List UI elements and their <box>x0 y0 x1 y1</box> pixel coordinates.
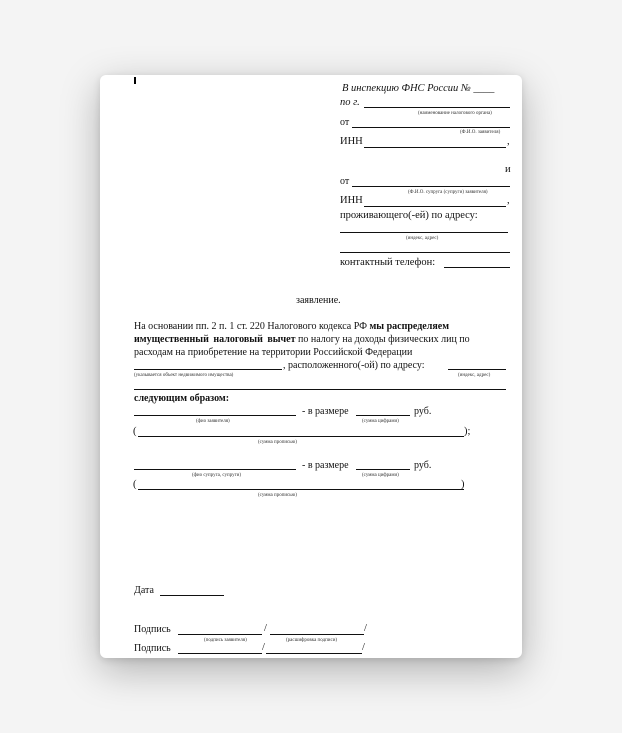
paragraph-text-1: На основании пп. 2 п. 1 ст. 220 Налогового кодекса РФ <box>134 321 367 332</box>
amount-words-field-2[interactable] <box>138 489 464 490</box>
signature-decode-field-2[interactable] <box>266 653 362 654</box>
signature-decode-field-1[interactable] <box>270 634 364 635</box>
spouse-fio-field[interactable] <box>134 469 296 470</box>
inspection-line: В инспекцию ФНС России № ____ <box>342 83 495 94</box>
caption-sign-decode: (расшифровка подписи) <box>286 638 338 643</box>
caption-object: (указывается объект недвижимого имущества) <box>134 373 234 378</box>
signature-field-2[interactable] <box>178 653 262 654</box>
caption-fio-applicant: (фио заявителя) <box>196 419 230 424</box>
caption-sum-words-1: (сумма прописью) <box>258 440 297 445</box>
caption-applicant: (Ф.И.О. заявителя) <box>460 130 501 135</box>
sign-label-2: Подпись <box>134 643 171 654</box>
caption-sum-words-2: (сумма прописью) <box>258 493 297 498</box>
spouse-name-field[interactable] <box>352 186 510 187</box>
phone-label: контактный телефон: <box>340 257 436 268</box>
currency-2: руб. <box>414 460 432 471</box>
phone-field[interactable] <box>444 267 510 268</box>
slash-2b: / <box>362 642 365 653</box>
amount-digits-field-1[interactable] <box>356 415 410 416</box>
sign-label-1: Подпись <box>134 624 171 635</box>
close-paren-2: ) <box>461 479 465 490</box>
signature-field-1[interactable] <box>178 634 262 635</box>
caption-fio-spouse: (фио супруга, супруги) <box>192 473 242 478</box>
city-label: по г. <box>340 97 360 108</box>
inn-label: ИНН <box>340 136 363 147</box>
inn-field[interactable] <box>364 147 506 148</box>
inn-comma: , <box>507 136 510 147</box>
paragraph-text-3: расходам на приобретение на территории Российской Федерации <box>134 347 413 358</box>
close-paren-1: ); <box>464 426 471 437</box>
document-title: заявление. <box>296 295 341 306</box>
applicant-fio-field[interactable] <box>134 415 296 416</box>
and-label: и <box>505 164 511 175</box>
inn2-field[interactable] <box>364 206 506 207</box>
caption-sum-digits-1: (сумма цифрами) <box>362 419 399 424</box>
applicant-name-field[interactable] <box>352 127 510 128</box>
paragraph-text-2: по налогу на доходы физических лиц по <box>298 334 470 345</box>
slash-1a: / <box>264 623 267 634</box>
caption-index: (индекс, адрес) <box>458 373 491 378</box>
from-label: от <box>340 117 350 128</box>
caption-organ: (наименование налогового органа) <box>418 111 492 116</box>
text-cursor <box>134 77 136 84</box>
open-paren-1: ( <box>133 426 137 437</box>
open-paren-2: ( <box>133 479 137 490</box>
property-address-field-2[interactable] <box>134 389 506 390</box>
inn2-label: ИНН <box>340 195 363 206</box>
located-label: , расположенного(-ой) по адресу: <box>283 360 425 371</box>
date-field[interactable] <box>160 595 224 596</box>
address-field-2[interactable] <box>340 252 510 253</box>
following-label: следующим образом: <box>134 393 230 404</box>
city-field[interactable] <box>364 107 510 108</box>
amount-label-1: - в размере <box>302 406 349 417</box>
amount-label-2: - в размере <box>302 460 349 471</box>
document-page <box>100 75 522 658</box>
date-label: Дата <box>134 585 154 596</box>
caption-address: (индекс, адрес) <box>406 236 439 241</box>
residing-label: проживающего(-ей) по адресу: <box>340 210 478 221</box>
slash-2a: / <box>262 642 265 653</box>
amount-digits-field-2[interactable] <box>356 469 410 470</box>
property-object-field[interactable] <box>134 369 282 370</box>
paragraph-bold-1: мы распределяем <box>369 321 450 332</box>
caption-spouse: (Ф.И.О. супруга (супруги) заявителя) <box>408 190 488 195</box>
paragraph-bold-2: имущественный налоговый вычет <box>134 334 296 345</box>
currency-1: руб. <box>414 406 432 417</box>
property-address-field[interactable] <box>448 369 506 370</box>
amount-words-field-1[interactable] <box>138 436 464 437</box>
slash-1b: / <box>364 623 367 634</box>
caption-sign-applicant: (подпись заявителя) <box>204 638 247 643</box>
address-field[interactable] <box>340 232 508 233</box>
inn2-comma: , <box>507 195 510 206</box>
caption-sum-digits-2: (сумма цифрами) <box>362 473 399 478</box>
from2-label: от <box>340 176 350 187</box>
